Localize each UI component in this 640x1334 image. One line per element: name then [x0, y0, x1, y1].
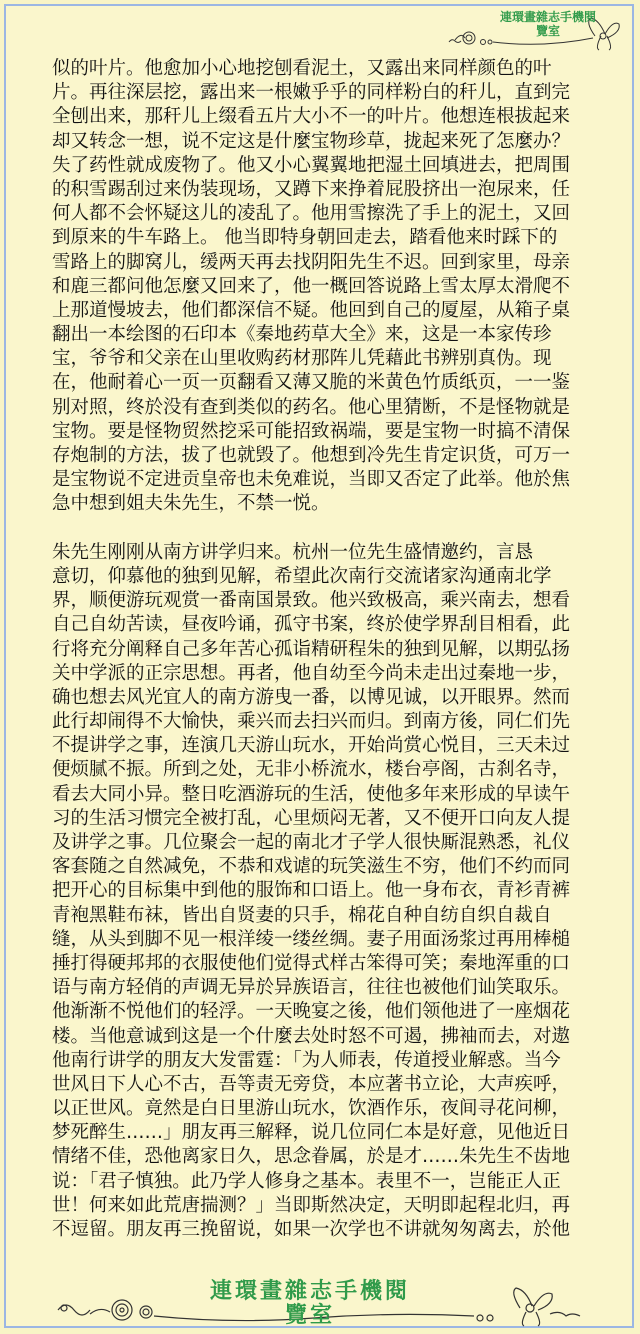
text-line: 习的生活习惯完全被打乱，心里烦闷无著，又不便开口向友人提 — [52, 807, 571, 829]
text-line: 自己自幼苦读，昼夜吟诵，孤守书案，终於使学界刮目相看，此 — [52, 614, 571, 636]
text-line: 便烦腻不振。所到之处，无非小桥流水，楼台亭阁，古刹名寺， — [52, 759, 571, 781]
text-line: 宝物。要是怪物贸然挖采可能招致祸端，要是宝物一时搞不清保 — [52, 420, 571, 442]
text-line: 雪路上的脚窝儿，缓两天再去找阴阳先生不迟。回到家里，母亲 — [52, 251, 571, 273]
text-line: 缝，从头到脚不见一根洋绫一缕丝绸。妻子用面汤浆过再用棒槌 — [52, 928, 571, 950]
text-line: 行将充分阐释自己多年苦心孤诣精研程朱的独到见解，以期弘扬 — [52, 638, 571, 660]
text-line: 急中想到姐夫朱先生，不禁一悦。 — [52, 493, 330, 515]
footer-ornament — [50, 1280, 590, 1328]
text-line: 世！何来如此荒唐揣测？」当即斯然决定，天明即起程北归，再 — [52, 1194, 571, 1216]
text-line: 宝，爷爷和父亲在山里收购药材那阵儿凭藉此书辨别真伪。现 — [52, 348, 552, 370]
text-line: 以正世风。竟然是白日里游山玩水，饮酒作乐，夜间寻花问柳， — [52, 1098, 571, 1120]
text-line: 青袍黑鞋布袜，皆出自贤妻的只手，棉花自种自纺自织自裁自 — [52, 904, 552, 926]
text-line: 说：「君子慎独。此乃学人修身之基本。表里不一，岂能正人正 — [52, 1170, 561, 1192]
text-line: 别对照，终於没有查到类似的药名。他心里猜断，不是怪物就是 — [52, 396, 571, 418]
header-watermark: 連環畫雜志手機閱 覽室 — [499, 10, 596, 38]
text-line: 意切，仰慕他的独到见解，希望此次南行交流诸家沟通南北学 — [52, 565, 552, 587]
footer-watermark: 連環畫雜志手機閱 覽室 — [209, 1279, 410, 1328]
text-line: 客套随之自然减免，不恭和戏谑的玩笑滋生不穷，他们不约而同 — [52, 856, 571, 878]
text-line: 语与南方轻俏的声调无异於异族语言，往往也被他们讪笑取乐。 — [52, 977, 571, 999]
text-line: 片。再往深层挖，露出来一根嫩乎乎的同样粉白的秆儿，直到完 — [52, 82, 571, 104]
text-line: 此行却闹得不大愉快，乘兴而去扫兴而归。到南方後，同仁们先 — [52, 711, 571, 733]
text-line: 及讲学之事。几位聚会一起的南北才子学人很快厮混熟悉，礼仪 — [52, 832, 571, 853]
text-line: 在，他耐着心一页一页翻看又薄又脆的米黄色竹质纸页，一一鉴 — [52, 372, 571, 394]
text-line: 界，顺便游玩观赏一番南国景致。他兴致极高，乘兴南去，想看 — [52, 590, 571, 612]
text-line: 把开心的目标集中到他的服饰和口语上。他一身布衣，青衫青裤 — [52, 880, 571, 902]
text-line: 翻出一本绘图的石印本《秦地药草大全》来，这是一本家传珍 — [52, 324, 552, 346]
text-line: 和鹿三都问他怎麼又回来了，他一概回答说路上雪太厚太滑爬不 — [52, 275, 571, 297]
text-line: 捶打得硬邦邦的衣服使他们觉得式样古笨得可笑；秦地浑重的口 — [52, 952, 571, 974]
text-line: 确也想去风光宜人的南方游曳一番，以博见诚，以开眼界。然而 — [52, 686, 571, 708]
text-line: 他南行讲学的朋友大发雷霆：「为人师表，传道授业解惑。当今 — [52, 1049, 561, 1071]
text-line: 关中学派的正宗思想。再者，他自幼至今尚未走出过秦地一步， — [52, 662, 571, 684]
text-line: 存炮制的方法，拔了也就毁了。他想到冷先生肯定识货，可万一 — [52, 445, 571, 466]
text-line: 似的叶片。他愈加小心地挖刨看泥土，又露出来同样颜色的叶 — [52, 58, 552, 79]
text-line: 不提讲学之事，连演几天游山玩水，开始尚赏心悦目，三天未过 — [52, 735, 571, 757]
text-line: 到原来的牛车路上。 他当即特身朝回走去，踏看他来时踩下的 — [52, 227, 558, 249]
text-line: 不逗留。朋友再三挽留说，如果一次学也不讲就匆匆离去，於他 — [52, 1219, 571, 1240]
text-line: 失了药性就成废物了。他又小心翼翼地把湿土回填进去，把周围 — [52, 154, 571, 176]
header-ornament — [445, 8, 625, 54]
text-line: 楼。当他意诚到这是一个什麼去处时怒不可遏，拂袖而去，对遨 — [52, 1025, 571, 1047]
text-line: 何人都不会怀疑这儿的凌乱了。他用雪擦洗了手上的泥土，又回 — [52, 203, 571, 225]
article-body — [52, 57, 592, 1242]
text-line: 朱先生刚刚从南方讲学归来。杭州一位先生盛情邀约，言恳 — [52, 541, 534, 563]
paragraph-gap — [52, 517, 592, 541]
text-line: 看去大同小异。整日吃酒游玩的生活，使他多年来形成的早读午 — [52, 783, 571, 805]
text-line: 他渐渐不悦他们的轻浮。一天晚宴之後，他们领他进了一座烟花 — [52, 1001, 571, 1023]
text-line: 全刨出来，那秆儿上缀看五片大小不一的叶片。他想连根拔起来 — [52, 106, 571, 128]
text-line: 却又转念一想，说不定这是什麼宝物珍草，拢起来死了怎麼办？ — [52, 130, 571, 152]
text-line: 梦死醉生……」朋友再三解释，说几位同仁本是好意，见他近日 — [52, 1122, 571, 1144]
text-line: 上那道慢坡去，他们都深信不疑。他回到自己的厦屋，从箱子桌 — [52, 299, 571, 321]
text-line: 世风日下人心不古，吾等责无旁贷，本应著书立论，大声疾呼， — [52, 1073, 571, 1095]
text-line: 情绪不佳，恐他离家日久，思念眷属，於是才……朱先生不齿地 — [52, 1146, 571, 1168]
text-line: 的积雪踢刮过来伪装现场，又蹲下来挣着屁股挤出一泡尿来，任 — [52, 178, 571, 200]
text-line: 是宝物说不定进贡皇帝也未免难说，当即又否定了此举。他於焦 — [52, 469, 571, 491]
